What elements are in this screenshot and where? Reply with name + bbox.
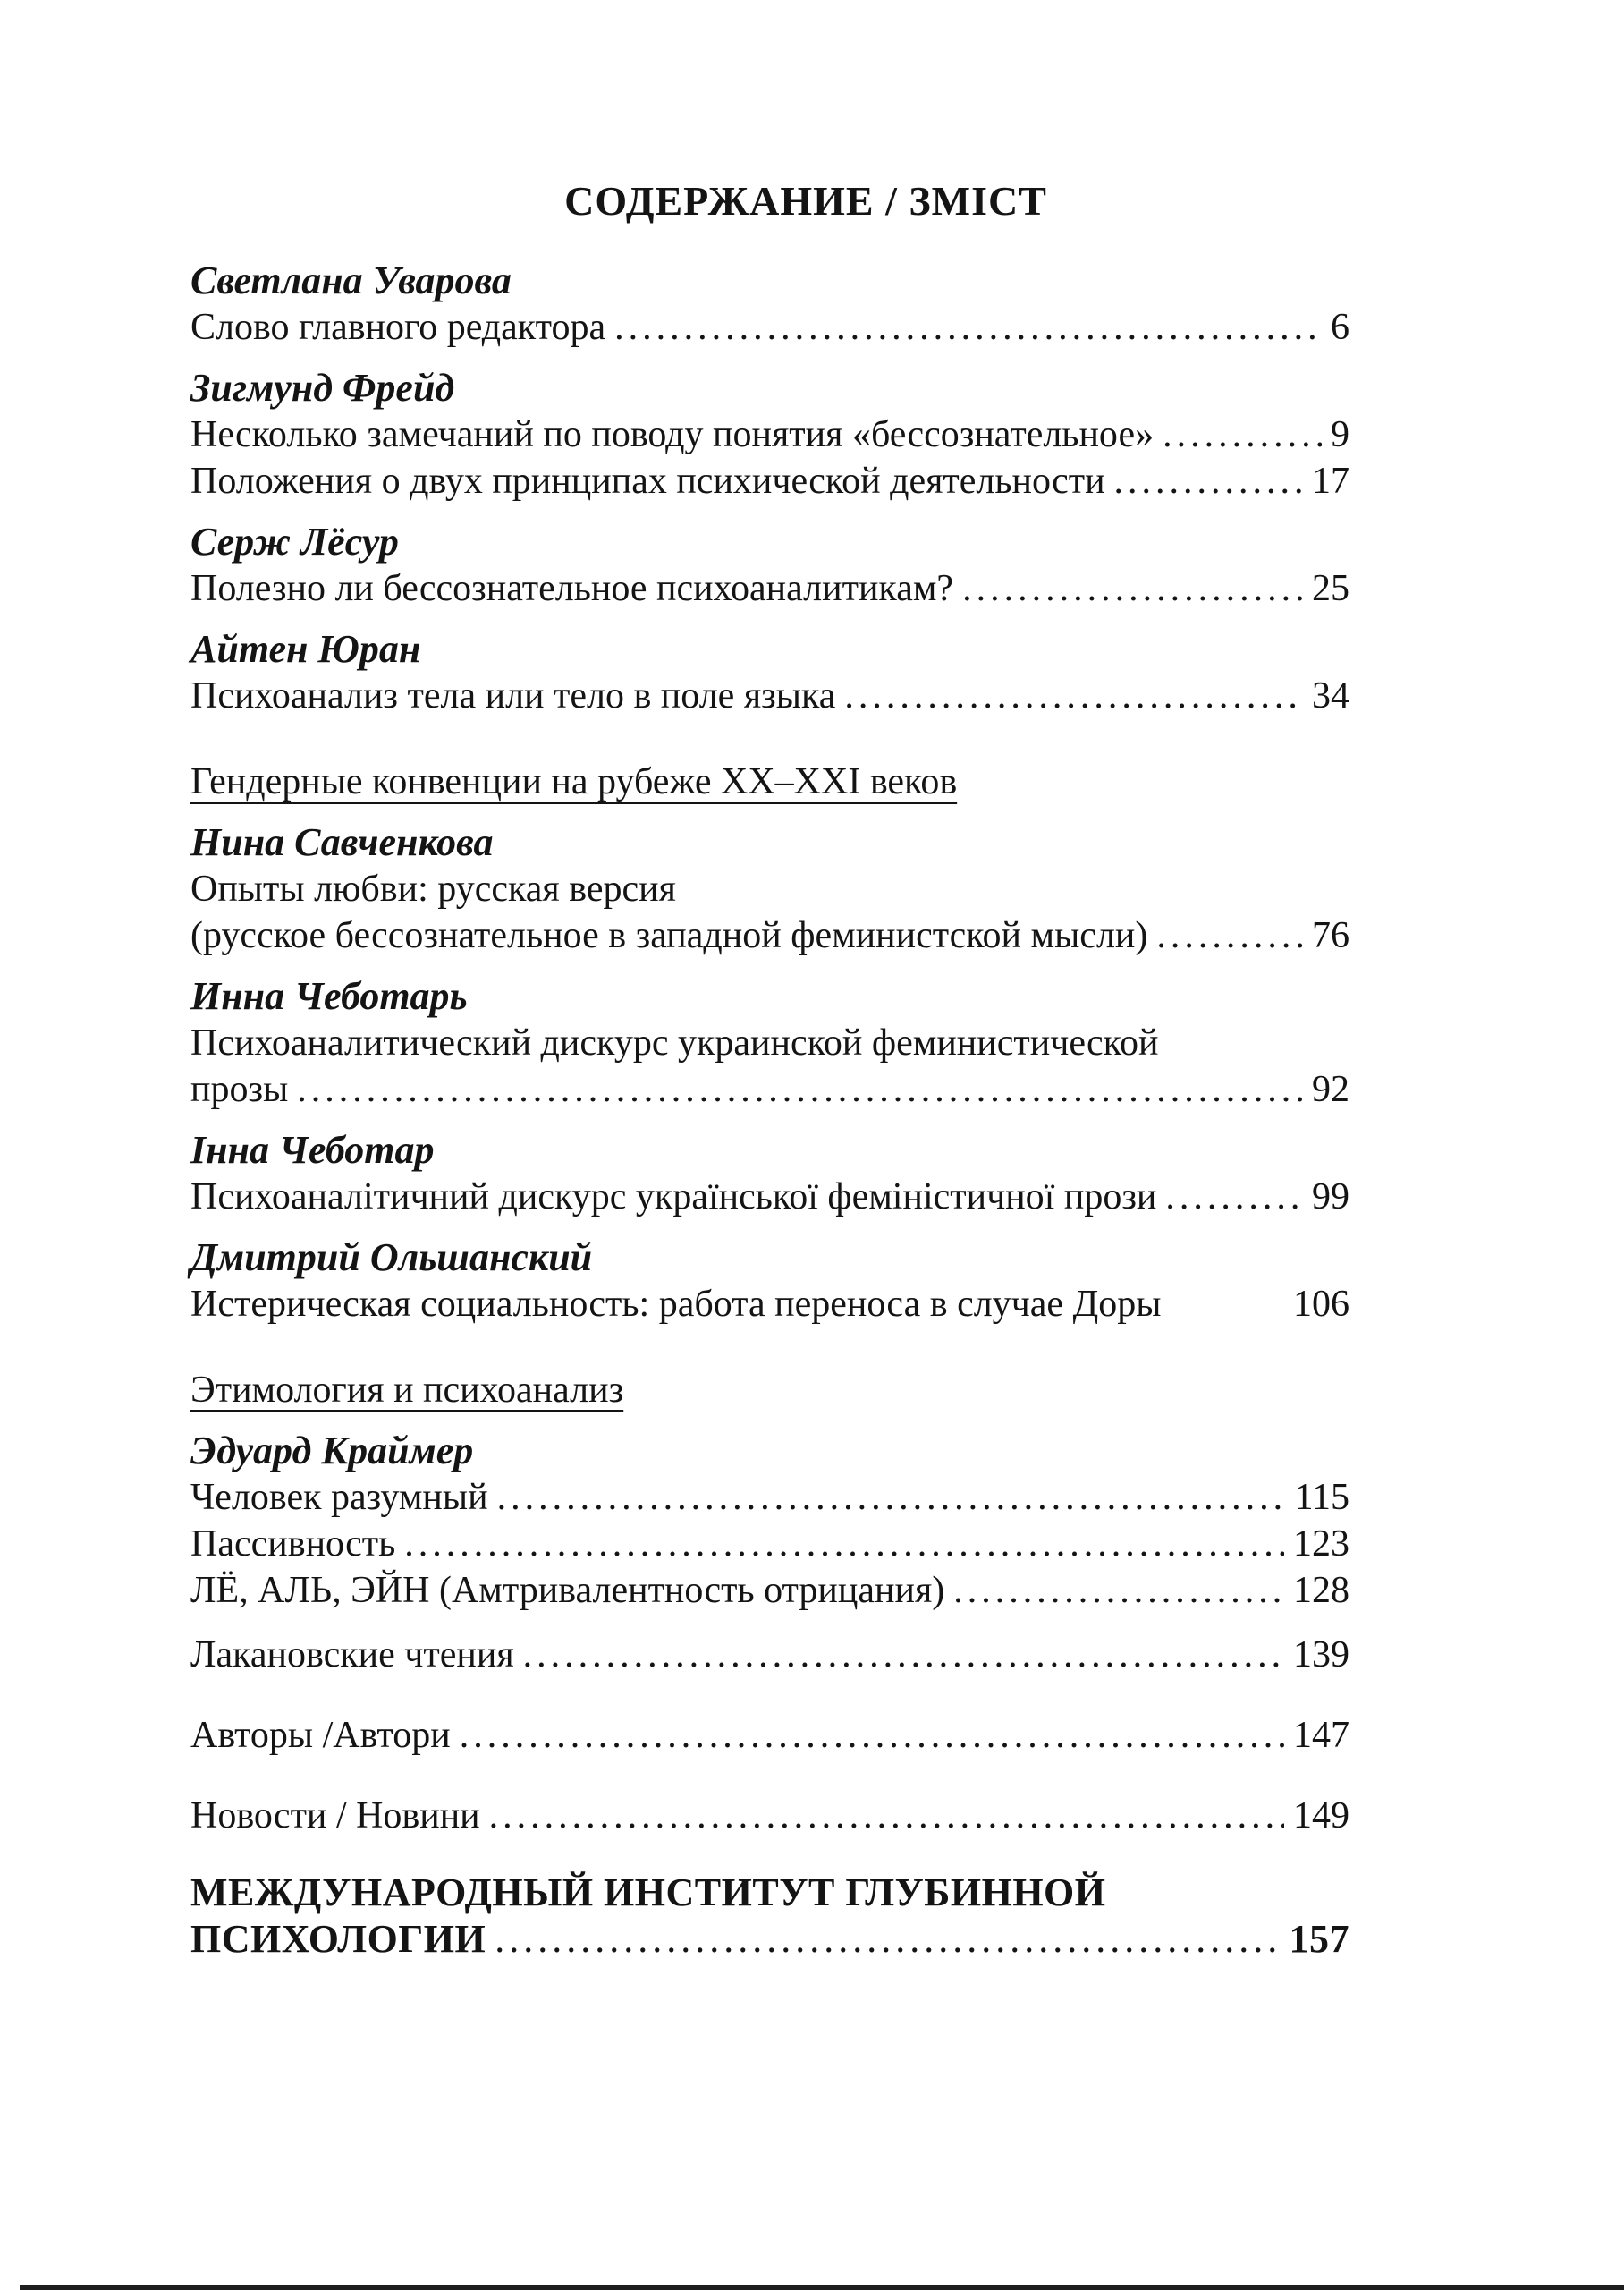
toc-entry-title: (русское бессознательное в западной феминистской мысли) xyxy=(190,915,1148,956)
dot-leader xyxy=(297,1066,1303,1113)
toc-entry xyxy=(190,912,1349,959)
toc-entry xyxy=(190,1793,1349,1839)
dot-leader xyxy=(495,1916,1280,1963)
toc-entry-page: 34 xyxy=(1312,675,1349,717)
author-name: Эдуард Краймер xyxy=(190,1429,474,1472)
toc-entry-title: Новости / Новини xyxy=(190,1795,480,1836)
scan-edge-artifact xyxy=(20,2285,1624,2290)
author-name: Светлана Уварова xyxy=(190,259,512,302)
toc-entry xyxy=(190,1632,1349,1678)
section-heading-text: Гендерные конвенции на рубеже XX–XXI веков xyxy=(190,761,958,802)
author-name: Зигмунд Фрейд xyxy=(190,366,455,410)
toc-entry-page: 149 xyxy=(1293,1795,1349,1836)
toc-entry-title: Лакановские чтения xyxy=(190,1634,514,1675)
dot-leader xyxy=(523,1632,1284,1678)
dot-leader xyxy=(497,1474,1286,1521)
toc-entry xyxy=(190,1521,1349,1567)
author-line xyxy=(190,1428,1349,1474)
toc-entry-title: Психоаналітичний дискурс української феміністичної прози xyxy=(190,1176,1157,1217)
author-name: Нина Савченкова xyxy=(190,820,494,864)
toc-entry xyxy=(190,458,1349,505)
toc-entry-title: Пассивность xyxy=(190,1523,396,1565)
toc-entry xyxy=(190,1281,1349,1327)
toc-entry xyxy=(190,411,1349,458)
dot-leader xyxy=(1165,1174,1303,1220)
toc-entry-title: ЛЁ, АЛЬ, ЭЙН (Амтривалентность отрицания) xyxy=(190,1570,945,1611)
author-name: Айтен Юран xyxy=(190,627,421,671)
toc-entry-continued xyxy=(190,1870,1349,1916)
toc-entry-page: 17 xyxy=(1312,461,1349,502)
toc-entry-title: Истерическая социальность: работа переноса в случае Доры xyxy=(190,1284,1162,1325)
toc-entry-title: Авторы /Автори xyxy=(190,1715,451,1756)
section-heading xyxy=(190,759,1349,805)
toc-entry-page: 128 xyxy=(1293,1570,1349,1611)
toc xyxy=(190,0,1349,1963)
toc-entry-page: 147 xyxy=(1293,1715,1349,1756)
toc-entry-continued xyxy=(190,866,1349,912)
toc-entry-page: 123 xyxy=(1293,1523,1349,1565)
toc-entry-page: 106 xyxy=(1293,1284,1349,1325)
author-name: Инна Чеботарь xyxy=(190,974,468,1018)
dot-leader xyxy=(844,673,1303,719)
author-line xyxy=(190,365,1349,411)
dot-leader xyxy=(1163,411,1322,458)
toc-entry-title: Полезно ли бессознательное психоаналитикам? xyxy=(190,568,954,609)
author-name: Серж Лёсур xyxy=(190,520,399,564)
toc-entry-page: 139 xyxy=(1293,1634,1349,1675)
toc-entry-page: 6 xyxy=(1331,307,1349,348)
dot-leader xyxy=(953,1567,1284,1614)
toc-entry-title: Психоанализ тела или тело в поле языка xyxy=(190,675,836,717)
toc-entry-page: 157 xyxy=(1289,1917,1349,1961)
toc-entry-page: 99 xyxy=(1312,1176,1349,1217)
toc-entry-title: Несколько замечаний по поводу понятия «бессознательное» xyxy=(190,414,1155,455)
author-line xyxy=(190,973,1349,1020)
dot-leader xyxy=(489,1793,1284,1839)
toc-entry xyxy=(190,1712,1349,1759)
toc-entry xyxy=(190,1174,1349,1220)
toc-entry-title: Положения о двух принципах психической деятельности xyxy=(190,461,1105,502)
dot-leader xyxy=(460,1712,1284,1759)
toc-entry-title: Психоаналитический дискурс украинской феминистической xyxy=(190,1022,1159,1064)
toc-entry-title: ПСИХОЛОГИИ xyxy=(190,1917,486,1961)
author-line xyxy=(190,626,1349,673)
toc-entry xyxy=(190,1066,1349,1113)
toc-entry xyxy=(190,565,1349,612)
toc-entry-page: 92 xyxy=(1312,1069,1349,1110)
author-name: Дмитрий Ольшанский xyxy=(190,1235,593,1279)
dot-leader xyxy=(614,304,1322,351)
dot-leader xyxy=(1114,458,1303,505)
toc-entry-title: Опыты любви: русская версия xyxy=(190,869,676,910)
toc-entry xyxy=(190,304,1349,351)
author-name: Інна Чеботар xyxy=(190,1128,435,1172)
toc-entry xyxy=(190,1474,1349,1521)
toc-entry-title: Человек разумный xyxy=(190,1477,488,1518)
toc-entry xyxy=(190,1567,1349,1614)
section-heading-text: Этимология и психоанализ xyxy=(190,1370,624,1411)
dot-leader xyxy=(962,565,1303,612)
dot-leader xyxy=(1156,912,1303,959)
toc-entry-page: 25 xyxy=(1312,568,1349,609)
toc-entry-page: 115 xyxy=(1294,1477,1349,1518)
page-title: СОДЕРЖАНИЕ / ЗМІСТ xyxy=(564,178,1047,224)
toc-entry-title: Слово главного редактора xyxy=(190,307,606,348)
dot-leader xyxy=(404,1521,1284,1567)
toc-entry-continued xyxy=(190,1020,1349,1066)
toc-entry-title: МЕЖДУНАРОДНЫЙ ИНСТИТУТ ГЛУБИННОЙ xyxy=(190,1870,1106,1914)
section-heading xyxy=(190,1367,1349,1413)
toc-entry xyxy=(190,673,1349,719)
author-line xyxy=(190,519,1349,565)
toc-entry-page: 9 xyxy=(1331,414,1349,455)
toc-entry-page: 76 xyxy=(1312,915,1349,956)
author-line xyxy=(190,1127,1349,1174)
author-line xyxy=(190,258,1349,304)
toc-entry-title: прозы xyxy=(190,1069,289,1110)
author-line xyxy=(190,1234,1349,1281)
author-line xyxy=(190,819,1349,866)
toc-entry xyxy=(190,1916,1349,1963)
